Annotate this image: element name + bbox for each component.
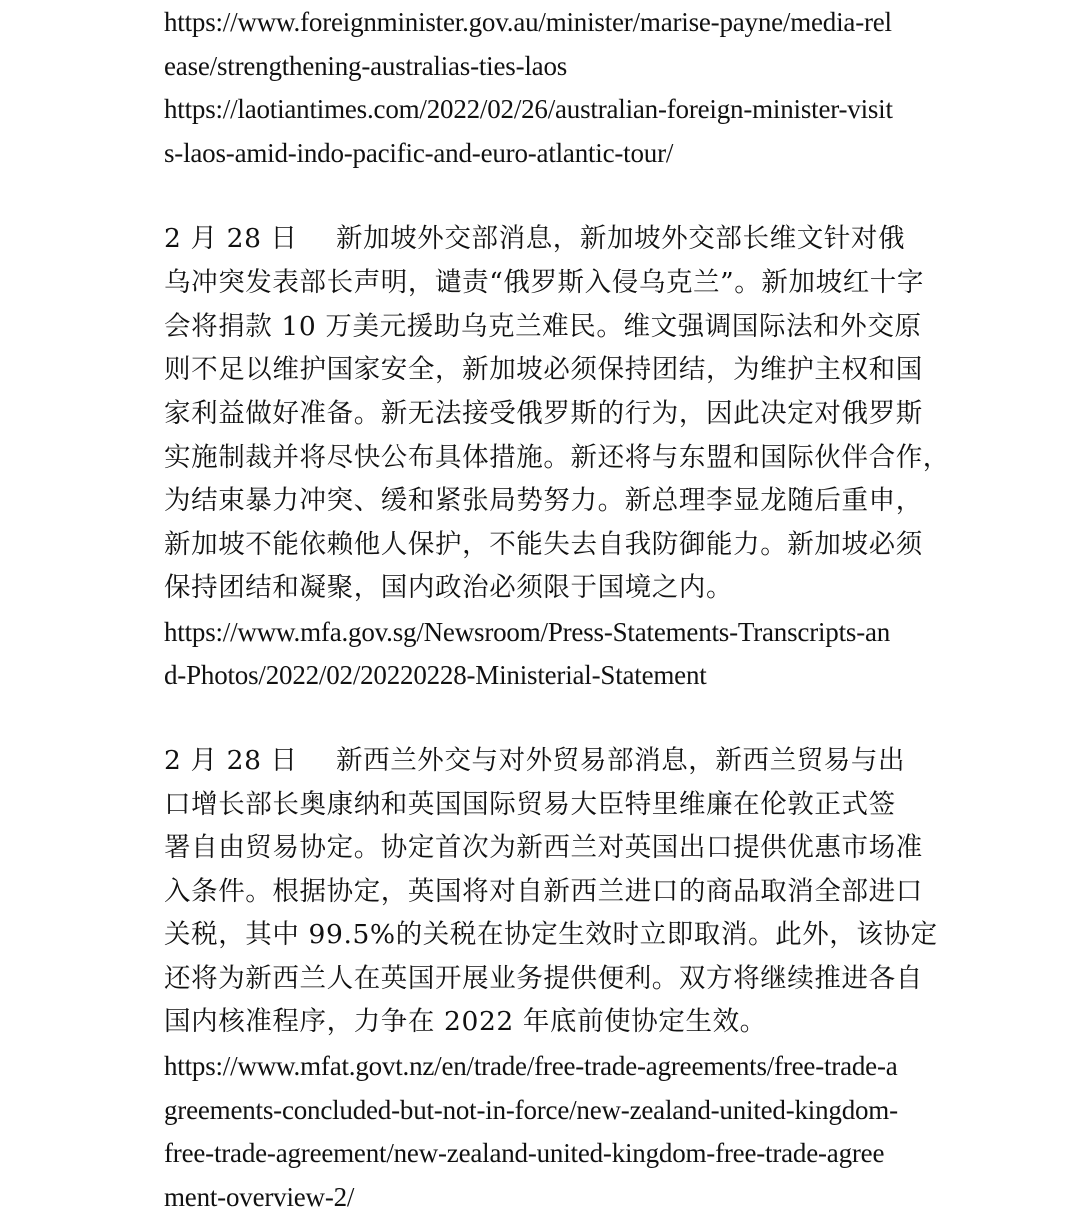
link-line[interactable]: https://www.mfat.govt.nz/en/trade/free-trade-agreements/free-trade-a [164,1051,898,1081]
link-line[interactable]: https://www.foreignminister.gov.au/minister/marise-payne/media-rel [164,7,892,37]
entry-date: 2 月 28 日 [164,745,298,776]
paragraph-line: 会将捐款 10 万美元援助乌克兰难民。维文强调国际法和外交原 [164,311,922,342]
link-line[interactable]: ease/strengthening-australias-ties-laos [164,51,568,81]
entry-first-line [164,739,905,783]
link-line[interactable]: https://www.mfa.gov.sg/Newsroom/Press-Statements-Transcripts-an [164,617,891,647]
paragraph-line: 实施制裁并将尽快公布具体措施。新还将与东盟和国际伙伴合作， [164,442,950,473]
paragraph-line: 关税，其中 99.5%的关税在协定生效时立即取消。此外，该协定 [164,919,938,950]
paragraph-line: 则不足以维护国家安全，新加坡必须保持团结，为维护主权和国 [164,354,923,385]
link-line[interactable]: ment-overview-2/ [164,1182,355,1212]
entry-first-text: 新加坡外交部消息，新加坡外交部长维文针对俄 [336,223,906,254]
paragraph-line: 为结束暴力冲突、缓和紧张局势努力。新总理李显龙随后重申， [164,485,923,516]
paragraph-line: 还将为新西兰人在英国开展业务提供便利。双方将继续推进各自 [164,963,923,994]
entry-first-line [164,217,905,261]
link-line[interactable]: https://laotiantimes.com/2022/02/26/australian-foreign-minister-visit [164,94,893,124]
entry-first-text: 新西兰外交与对外贸易部消息，新西兰贸易与出 [336,745,906,776]
link-line[interactable]: free-trade-agreement/new-zealand-united-kingdom-free-trade-agree [164,1138,885,1168]
paragraph-line: 国内核准程序，力争在 2022 年底前使协定生效。 [164,1006,767,1037]
paragraph-line: 保持团结和凝聚，国内政治必须限于国境之内。 [164,572,734,603]
paragraph-line: 署自由贸易协定。协定首次为新西兰对英国出口提供优惠市场准 [164,832,923,863]
link-line[interactable]: greements-concluded-but-not-in-force/new-zealand-united-kingdom- [164,1095,898,1125]
entry-date: 2 月 28 日 [164,223,298,254]
link-line[interactable]: d-Photos/2022/02/20220228-Ministerial-Statement [164,660,707,690]
paragraph-line: 新加坡不能依赖他人保护，不能失去自我防御能力。新加坡必须 [164,529,923,560]
paragraph-line: 入条件。根据协定，英国将对自新西兰进口的商品取消全部进口 [164,876,923,907]
paragraph-line: 口增长部长奥康纳和英国国际贸易大臣特里维廉在伦敦正式签 [164,789,896,820]
paragraph-line: 乌冲突发表部长声明，谴责“俄罗斯入侵乌克兰”。新加坡红十字 [164,267,924,298]
link-line[interactable]: s-laos-amid-indo-pacific-and-euro-atlantic-tour/ [164,138,674,168]
paragraph-line: 家利益做好准备。新无法接受俄罗斯的行为，因此决定对俄罗斯 [164,398,923,429]
